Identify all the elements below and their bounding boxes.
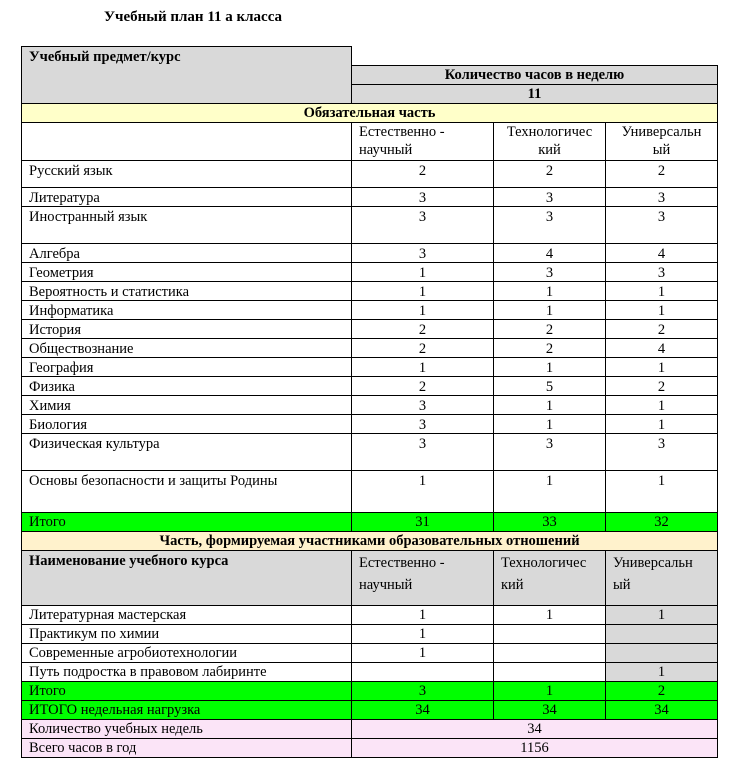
column-header-line: Универсальн (613, 555, 693, 571)
hours-value: 3 (605, 187, 718, 207)
hours-value: 3 (351, 433, 494, 471)
elective-column-header (605, 550, 718, 606)
hours-value: 2 (351, 338, 494, 358)
subject-name: Химия (21, 395, 352, 415)
course-name: Литературная мастерская (21, 605, 352, 625)
hours-value: 1 (351, 624, 494, 644)
hours-value: 1 (605, 605, 718, 625)
elective-total-label: Итого (21, 681, 352, 701)
hours-value: 1 (351, 300, 494, 320)
hours-value: 1 (493, 605, 606, 625)
mandatory-total-value: 32 (605, 512, 718, 532)
hours-value: 1 (351, 643, 494, 663)
weeks-value: 34 (351, 719, 718, 739)
weekly-total-label: ИТОГО недельная нагрузка (21, 700, 352, 720)
hours-value: 2 (493, 319, 606, 339)
hours-value: 4 (605, 338, 718, 358)
hours-value: 2 (493, 338, 606, 358)
hours-value: 1 (605, 300, 718, 320)
hours-value: 3 (351, 395, 494, 415)
hours-value: 1 (605, 414, 718, 434)
hours-value: 1 (605, 470, 718, 513)
subject-name: Основы безопасности и защиты Родины (21, 470, 352, 513)
subject-name: Вероятность и статистика (21, 281, 352, 301)
course-name-header: Наименование учебного курса (21, 550, 352, 606)
column-header-line: Технологичес (501, 555, 587, 571)
weekly-total-value: 34 (605, 700, 718, 720)
column-header-line: Универсальн (621, 124, 702, 140)
elective-column-header (493, 550, 606, 606)
elective-total-value: 3 (351, 681, 494, 701)
grade-header: 11 (351, 84, 718, 104)
weekly-total-value: 34 (493, 700, 606, 720)
weekly-total-value: 34 (351, 700, 494, 720)
subject-name: Иностранный язык (21, 206, 352, 244)
hours-value: 1 (351, 357, 494, 377)
hours-value: 3 (605, 262, 718, 282)
column-header-line: Естественно - (359, 555, 445, 571)
mandatory-total-value: 33 (493, 512, 606, 532)
hours-value: 1 (605, 357, 718, 377)
hours-value: 1 (351, 281, 494, 301)
subject-name: География (21, 357, 352, 377)
hours-value: 3 (605, 206, 718, 244)
hours-value: 3 (605, 433, 718, 471)
elective-section-header: Часть, формируемая участниками образовательных отношений (21, 531, 718, 551)
mandatory-column-header (605, 122, 718, 161)
hours-value: 3 (351, 243, 494, 263)
mandatory-total-label: Итого (21, 512, 352, 532)
hours-value (493, 643, 606, 663)
hours-value: 2 (351, 160, 494, 188)
hours-value: 3 (351, 187, 494, 207)
column-header-line: научный (359, 577, 413, 593)
hours-value: 1 (493, 470, 606, 513)
course-name: Современные агробиотехнологии (21, 643, 352, 663)
weeks-label: Количество учебных недель (21, 719, 352, 739)
hours-value: 2 (605, 160, 718, 188)
subject-name: Русский язык (21, 160, 352, 188)
course-name: Практикум по химии (21, 624, 352, 644)
hours-value: 2 (605, 319, 718, 339)
hours-value: 5 (493, 376, 606, 396)
hours-value: 3 (493, 433, 606, 471)
hours-value: 1 (605, 395, 718, 415)
hours-value: 2 (351, 376, 494, 396)
mandatory-total-value: 31 (351, 512, 494, 532)
column-header-line: Естественно - (359, 124, 445, 140)
subject-name: Физическая культура (21, 433, 352, 471)
subject-name: Алгебра (21, 243, 352, 263)
page-title: Учебный план 11 а класса (104, 9, 283, 25)
hours-value: 1 (493, 395, 606, 415)
subject-header: Учебный предмет/курс (21, 46, 352, 104)
mandatory-column-header (351, 122, 494, 161)
subject-name: Литература (21, 187, 352, 207)
column-header-line: научный (359, 142, 413, 158)
hours-value: 1 (351, 262, 494, 282)
hours-value: 1 (351, 605, 494, 625)
hours-value: 1 (493, 281, 606, 301)
elective-total-value: 2 (605, 681, 718, 701)
column-header-line: Технологичес (506, 124, 593, 140)
hours-value: 2 (351, 319, 494, 339)
hours-value (605, 624, 718, 644)
hours-value: 3 (351, 206, 494, 244)
hours-value: 1 (351, 470, 494, 513)
subject-name: Обществознание (21, 338, 352, 358)
hours-per-week-header: Количество часов в неделю (351, 65, 718, 85)
hours-value: 1 (493, 414, 606, 434)
course-name: Путь подростка в правовом лабиринте (21, 662, 352, 682)
column-header-line: ый (652, 142, 671, 158)
subject-name: Геометрия (21, 262, 352, 282)
hours-value: 2 (493, 160, 606, 188)
year-hours-label: Всего часов в год (21, 738, 352, 758)
year-hours-value: 1156 (351, 738, 718, 758)
elective-total-value: 1 (493, 681, 606, 701)
elective-column-header (351, 550, 494, 606)
hours-value (605, 643, 718, 663)
hours-value: 3 (493, 187, 606, 207)
mandatory-empty-header (21, 122, 352, 161)
subject-name: Физика (21, 376, 352, 396)
mandatory-section-header: Обязательная часть (21, 103, 718, 123)
hours-value: 1 (605, 281, 718, 301)
hours-value: 3 (493, 206, 606, 244)
hours-value: 1 (493, 357, 606, 377)
hours-value (493, 662, 606, 682)
hours-value (493, 624, 606, 644)
hours-value (351, 662, 494, 682)
subject-name: Информатика (21, 300, 352, 320)
subject-name: История (21, 319, 352, 339)
column-header-line: кий (538, 142, 561, 158)
hours-value: 1 (605, 662, 718, 682)
hours-value: 4 (605, 243, 718, 263)
hours-value: 3 (351, 414, 494, 434)
hours-value: 2 (605, 376, 718, 396)
hours-value: 1 (493, 300, 606, 320)
column-header-line: ый (613, 577, 631, 593)
hours-value: 3 (493, 262, 606, 282)
column-header-line: кий (501, 577, 524, 593)
mandatory-column-header (493, 122, 606, 161)
subject-name: Биология (21, 414, 352, 434)
hours-value: 4 (493, 243, 606, 263)
